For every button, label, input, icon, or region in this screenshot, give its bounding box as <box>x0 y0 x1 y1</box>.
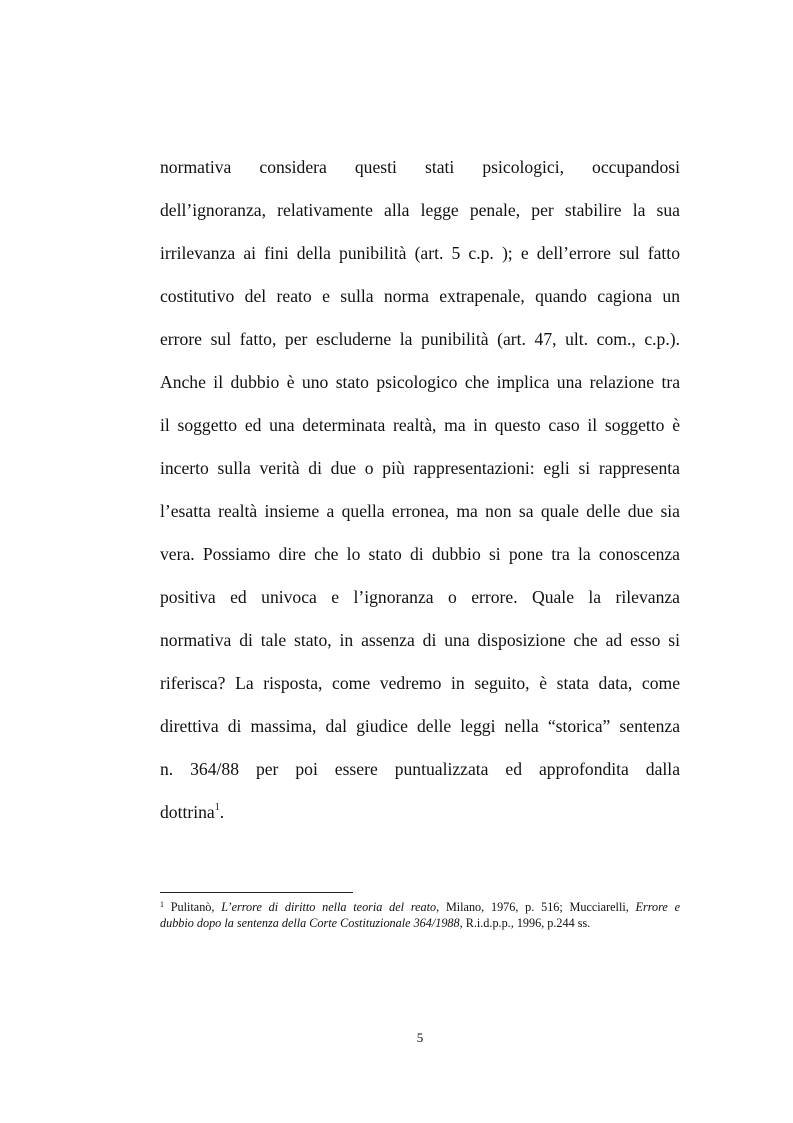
footnote-line-2 <box>160 915 680 931</box>
text-line: costitutivo del reato e sulla norma extrapenale, quando cagiona un <box>160 286 680 306</box>
footnote-author-1: Pulitanò, <box>164 900 222 914</box>
text-line: normativa di tale stato, in assenza di una disposizione che ad esso si <box>160 630 680 650</box>
text-line: normativa considera questi stati psicologici, occupandosi <box>160 157 680 177</box>
text-line: n. 364/88 per poi essere puntualizzata ed approfondita dalla <box>160 759 680 779</box>
footnote-reference[interactable]: 1 <box>214 802 220 813</box>
footnote-line-1 <box>160 899 680 915</box>
footnote-publication-2: R.i.d.p.p., 1996, p.244 ss. <box>462 916 591 930</box>
last-line-text: dottrina <box>160 802 215 822</box>
footnote-marker: 1 <box>160 900 164 909</box>
footnote-publication-1: Milano, 1976, p. 516; Mucciarelli, <box>439 900 636 914</box>
footnote-separator <box>160 892 353 893</box>
page-number: 5 <box>416 1030 424 1045</box>
body-paragraph <box>160 146 680 834</box>
text-line-last <box>160 791 680 834</box>
last-line-period: . <box>219 802 225 822</box>
footnote-title-1: L’errore di diritto nella teoria del reato, <box>221 900 440 914</box>
footnote <box>160 899 680 931</box>
text-line: irrilevanza ai fini della punibilità (art. 5 c.p. ); e dell’errore sul fatto <box>160 243 680 263</box>
text-line: errore sul fatto, per escluderne la punibilità (art. 47, ult. com., c.p.). <box>160 329 680 349</box>
text-line: il soggetto ed una determinata realtà, ma in questo caso il soggetto è <box>160 415 680 435</box>
text-line: positiva ed univoca e l’ignoranza o errore. Quale la rilevanza <box>160 587 680 607</box>
text-line: Anche il dubbio è uno stato psicologico che implica una relazione tra <box>160 372 680 392</box>
text-line: l’esatta realtà insieme a quella erronea, ma non sa quale delle due sia <box>160 501 680 521</box>
text-line: riferisca? La risposta, come vedremo in seguito, è stata data, come <box>160 673 680 693</box>
text-line: direttiva di massima, dal giudice delle leggi nella “storica” sentenza <box>160 716 680 736</box>
text-line: dell’ignoranza, relativamente alla legge penale, per stabilire la sua <box>160 200 680 220</box>
footnote-title-2a: Errore e <box>635 900 681 914</box>
text-line: incerto sulla verità di due o più rappresentazioni: egli si rappresenta <box>160 458 680 478</box>
text-line: vera. Possiamo dire che lo stato di dubbio si pone tra la conoscenza <box>160 544 680 564</box>
footnote-title-2b: dubbio dopo la sentenza della Corte Costituzionale 364/1988, <box>160 916 463 930</box>
